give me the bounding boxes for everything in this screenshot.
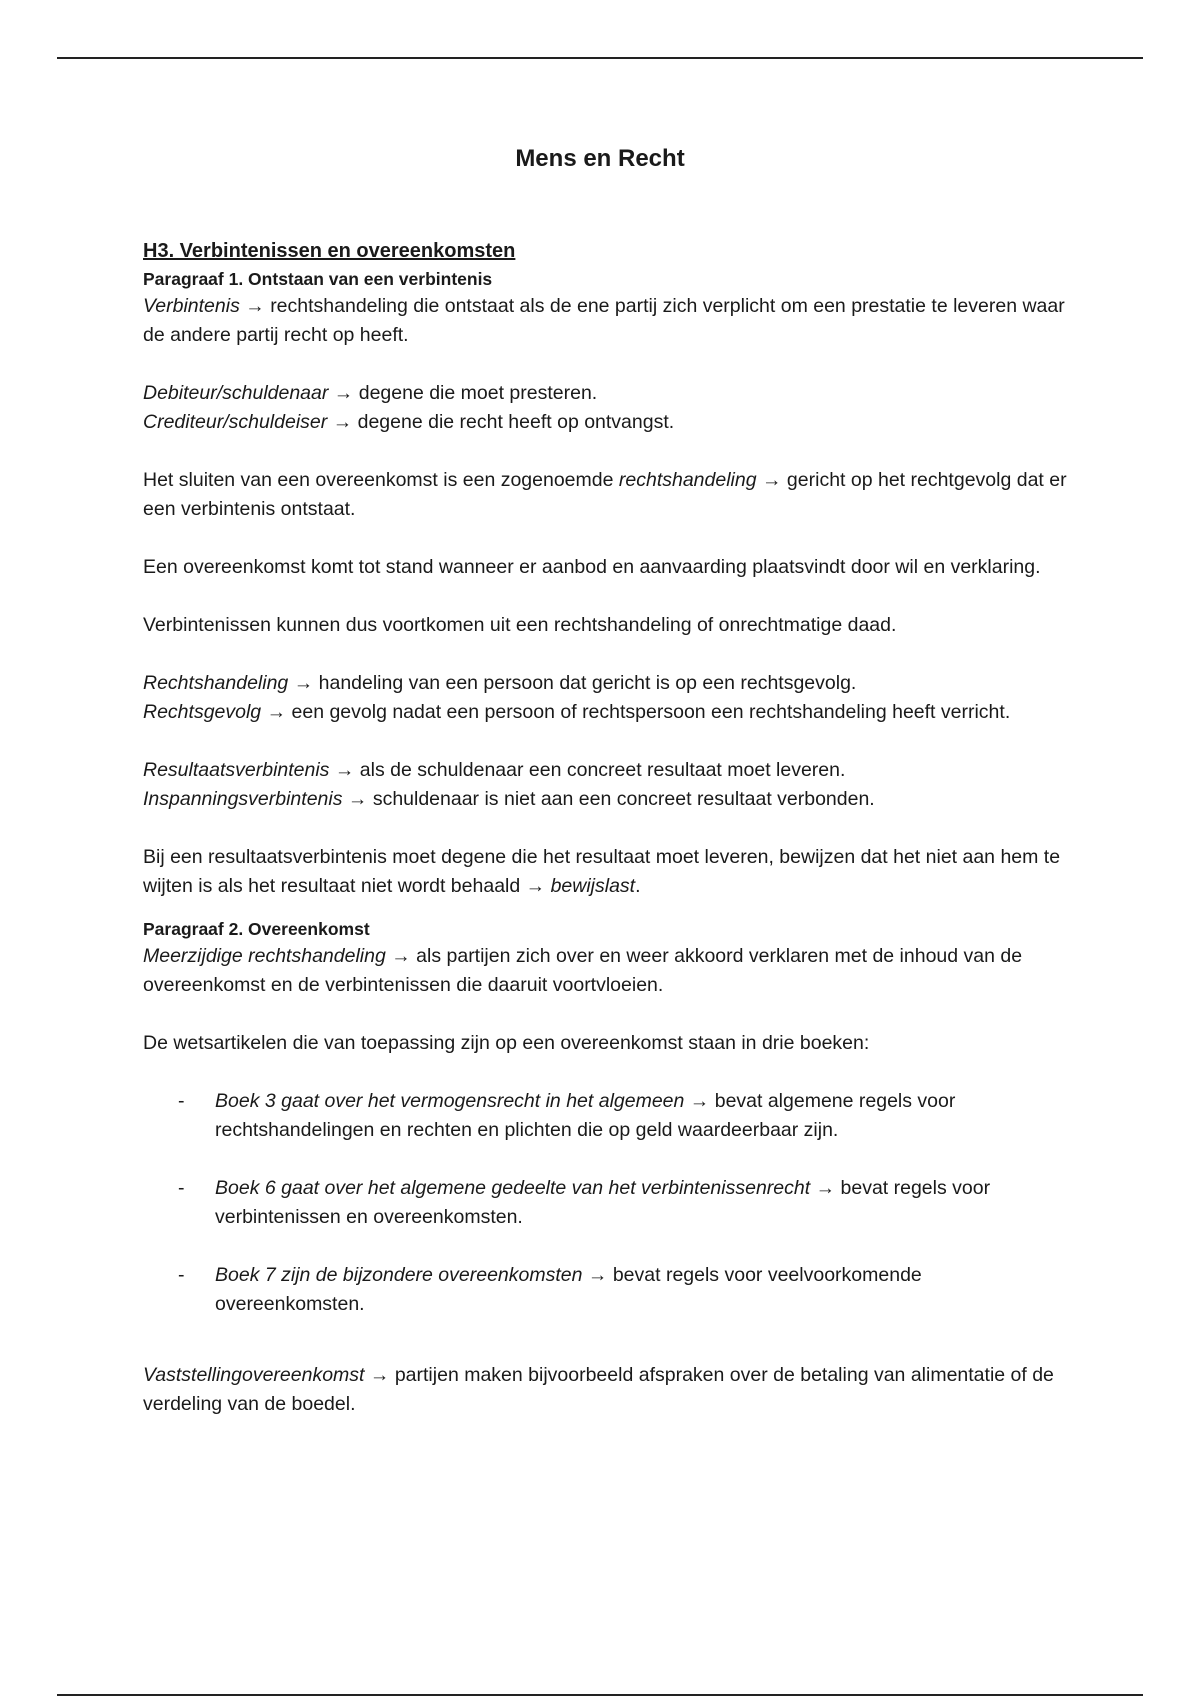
definition-text: partijen maken bijvoorbeeld afspraken over de betaling van alimentatie of de verdeling van de boedel. xyxy=(143,1364,1054,1415)
term: bewijslast xyxy=(550,875,636,897)
arrow-icon: → xyxy=(347,788,368,810)
definition xyxy=(143,669,1073,698)
term: Resultaatsverbintenis xyxy=(143,759,330,781)
term: Boek 6 gaat over het algemene gedeelte van het verbintenissenrecht xyxy=(215,1177,811,1199)
document-body xyxy=(143,237,1073,1419)
term: Boek 3 gaat over het vermogensrecht in het algemeen xyxy=(215,1090,685,1112)
definition-text: als partijen zich over en weer akkoord verklaren met de inhoud van de overeenkomst en de verbintenissen die daaruit voortvloeien. xyxy=(143,945,1023,996)
term: rechtshandeling xyxy=(618,469,757,491)
definition xyxy=(143,379,1073,408)
paragraph: Het sluiten van een overeenkomst is een zogenoemde rechtshandeling → gericht op het rechtgevolg dat er een verbintenis ontstaat. xyxy=(143,469,1067,520)
definition-text: als de schuldenaar een concreet resultaat moet leveren. xyxy=(359,759,846,781)
definition-text: bevat regels voor veelvoorkomende overeenkomsten. xyxy=(215,1264,922,1315)
list-item xyxy=(143,1087,1073,1145)
definition-text: handeling van een persoon dat gericht is op een rechtsgevolg. xyxy=(318,672,857,694)
definition xyxy=(143,942,1073,1000)
definition-text: degene die moet presteren. xyxy=(358,382,598,404)
page-title: Mens en Recht xyxy=(515,145,685,172)
term: Debiteur/schuldenaar xyxy=(143,382,329,404)
arrow-icon: → xyxy=(332,411,353,433)
list-item xyxy=(143,1174,1073,1232)
term: Vaststellingovereenkomst xyxy=(143,1364,365,1386)
header-rule xyxy=(57,57,1143,59)
paragraph: De wetsartikelen die van toepassing zijn op een overeenkomst staan in drie boeken: xyxy=(143,1032,870,1054)
definition-text: een gevolg nadat een persoon of rechtspersoon een rechtshandeling heeft verricht. xyxy=(291,701,1011,723)
books-list xyxy=(143,1087,1073,1319)
term: Boek 7 zijn de bijzondere overeenkomsten xyxy=(215,1264,583,1286)
term: Rechtshandeling xyxy=(143,672,289,694)
arrow-icon: → xyxy=(245,295,265,317)
definition xyxy=(143,698,1073,727)
definition-text: schuldenaar is niet aan een concreet resultaat verbonden. xyxy=(372,788,875,810)
definition xyxy=(143,292,1073,350)
arrow-icon: → xyxy=(525,875,546,897)
section-heading: Paragraaf 2. Overeenkomst xyxy=(143,919,370,939)
dash-bullet: - xyxy=(178,1177,185,1199)
term: Meerzijdige rechtshandeling xyxy=(143,945,386,967)
arrow-icon: → xyxy=(391,945,411,967)
definition-text: bevat algemene regels voor rechtshandelingen en rechten en plichten die op geld waardeerbaar zijn. xyxy=(215,1090,956,1141)
definition xyxy=(143,408,1073,437)
arrow-icon: → xyxy=(334,759,355,781)
definition-text: bevat regels voor verbintenissen en overeenkomsten. xyxy=(215,1177,991,1228)
footer-rule xyxy=(57,1694,1143,1696)
arrow-icon: → xyxy=(333,382,354,404)
term: Verbintenis xyxy=(143,295,240,317)
term: Inspanningsverbintenis xyxy=(143,788,343,810)
arrow-icon: → xyxy=(815,1177,836,1199)
list-item xyxy=(143,1261,1073,1319)
arrow-icon: → xyxy=(266,701,287,723)
paragraph: Bij een resultaatsverbintenis moet degene die het resultaat moet leveren, bewijzen dat het niet aan hem te wijten is als het resultaat niet wordt behaald → bewijslast. xyxy=(143,846,1061,897)
paragraph: Een overeenkomst komt tot stand wanneer er aanbod en aanvaarding plaatsvindt door wil en verklaring. xyxy=(143,556,1041,578)
term: Rechtsgevolg xyxy=(143,701,262,723)
arrow-icon: → xyxy=(762,469,782,491)
definition xyxy=(143,1361,1073,1419)
section-heading: Paragraaf 1. Ontstaan van een verbintenis xyxy=(143,269,493,289)
dash-bullet: - xyxy=(178,1090,185,1112)
arrow-icon: → xyxy=(689,1090,710,1112)
definition-text: rechtshandeling die ontstaat als de ene partij zich verplicht om een prestatie te leveren waar de andere partij recht op heeft. xyxy=(143,295,1065,346)
chapter-heading: H3. Verbintenissen en overeenkomsten xyxy=(143,240,516,262)
dash-bullet: - xyxy=(178,1264,185,1286)
definition-text: degene die recht heeft op ontvangst. xyxy=(357,411,675,433)
definition xyxy=(143,785,1073,814)
paragraph: Verbintenissen kunnen dus voortkomen uit een rechtshandeling of onrechtmatige daad. xyxy=(143,614,897,636)
arrow-icon: → xyxy=(293,672,314,694)
arrow-icon: → xyxy=(369,1364,390,1386)
definition xyxy=(143,756,1073,785)
term: Crediteur/schuldeiser xyxy=(143,411,328,433)
arrow-icon: → xyxy=(587,1264,608,1286)
